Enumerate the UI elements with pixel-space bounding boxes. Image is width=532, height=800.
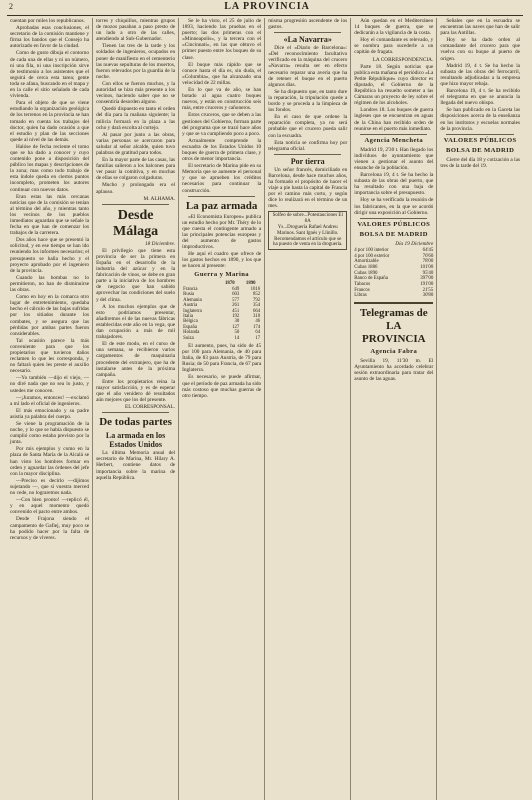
headline-por-tierra: Por tierra [290, 156, 325, 166]
paragraph: Actualmente comprende la escuadra de los Estados Unidos 10 buques de guerra de primera clase, y otros de menor importancia. [182, 137, 262, 163]
paragraph: Al pasar por junto a las obras, varias personas se acercaron para saludar al señor alcalde, quien tuvo palabras de gratitud para todos. [96, 131, 176, 156]
quote-value: 64'45 [422, 247, 434, 253]
table-cell: Alemania [183, 297, 202, 303]
column-5-top-text [354, 18, 433, 56]
subheadline-bolsa-madrid: BOLSA DE MADRID [359, 230, 428, 238]
signature-correspondencia: LA CORRESPONDENCIA. [372, 56, 434, 63]
table-cell: 310 [252, 313, 261, 319]
table-cell: 17 [255, 335, 261, 341]
table-cell: Austria [183, 303, 198, 309]
column-3 [179, 18, 265, 800]
dateline-malaga: 18 Diciembre. [145, 240, 176, 247]
subheadline-bolsa-madrid-2: BOLSA DE MADRID [446, 146, 515, 154]
table-cell: 64 [255, 330, 261, 336]
columns [7, 18, 523, 800]
subheadline-agencia-fabra: Agencia Fabra [370, 348, 418, 356]
column-4 [265, 18, 351, 800]
table-header-cell: 1890 [245, 281, 256, 287]
table-cell: Rusia [183, 292, 195, 298]
paragraph: —Preciso es decirlo —dijimos sujetando —, que si vuestra merced no cede, no lograremos nada. [10, 477, 90, 497]
column-3-mid-text [182, 214, 261, 270]
column-3-bottom-text [182, 343, 261, 399]
paragraph: El más emocionado y su padre asistía ya palabra del cuerpo. [10, 407, 90, 420]
paragraph: —Con bien pronto! —replicó él, y en aquel momento quedó convenido el pacto entre ambos. [10, 497, 90, 516]
quote-label: Francos [354, 287, 370, 293]
paragraph: El aumento, pues, ha sido de 45 por 100 para Alemania, de 40 para Italia, de 83 para Austria, de 79 para Rusia; de 50 para Francia, de 67 para Inglaterra. [182, 342, 262, 374]
advertisement-lines [271, 213, 344, 248]
column-5 [351, 18, 437, 800]
table-cell: 46 [255, 319, 261, 325]
paragraph: Esta noticia se confirma hoy por telegrama oficial. [268, 139, 348, 152]
paragraph: En la mayor parte de las casas, las familias salieron a los balcones para ver pasar la comitiva, y en muchas de ellas se colgaron colgaduras. [96, 157, 176, 182]
table-cell: España [183, 324, 197, 330]
headline-la-navarra: «La Navarra» [283, 35, 332, 45]
quote-row [354, 293, 433, 299]
table-header-cell: 1870 [225, 281, 235, 287]
table-title: Guerra y Marina [194, 271, 250, 279]
table-cell: 792 [252, 297, 261, 303]
column-5-bottom-text [354, 358, 433, 382]
column-4-top-text [268, 18, 347, 30]
paragraph: Halóse de fecha reciente el tomo que se ha dado a conocer y cuyo contenido pone a disposición del público los mapas y descripciones de la zona; mas como todo trabajo de esta índole queda en ciertos puntos incompleto, prometen los autores continuar con nuevos datos. [10, 143, 90, 193]
advertisement-box [268, 211, 347, 250]
paragraph: Hoy el comandante es relevado, y se nombra para sucederle a un capitán de fragata. [354, 37, 434, 56]
paragraph: Mucho y prolongado era el aplauso. [96, 182, 176, 195]
table-cell: 603 [232, 292, 240, 298]
quote-value: 95'40 [422, 270, 434, 276]
paragraph: —¡Juramos, entonces! —exclamó a mí lado el oficial de ingenieros. [10, 394, 90, 407]
paragraph: Tal ocasión parece la más conveniente para que los propietarios que tuvieron daños reclamen lo que les corresponda, y no faltará quien les preste el auxilio necesario. [10, 337, 90, 375]
column-2-mid-text [96, 248, 175, 403]
signature-alhama: M. ALHAMA. [143, 195, 176, 202]
quote-value: 191'00 [420, 282, 434, 288]
column-2-bottom-text [96, 450, 175, 480]
paragraph: Londres 18. Los buques de guerra ingleses que se encuentran en aguas de la China han recibido orden de reunirse en el puerto más inmediato. [354, 107, 434, 132]
table-cell: 451 [232, 308, 240, 314]
divider [446, 134, 514, 135]
military-spending-table [182, 281, 261, 340]
paragraph: —Yo también —dijo el viejo, —no diré nada que no sea lo justo, y ustedes me conocen. [10, 375, 90, 394]
table-cell: 50 [234, 330, 240, 336]
paragraph: Madrid 19, 4 t. Se ha hecho la subasta de las obras del ferrocarril, resultando adjudicadas a la empresa que hizo mayor rebaja. [440, 62, 521, 87]
headline-telegramas: Telegramas de LA PROVINCIA [359, 307, 428, 346]
column-4-mid-text [268, 45, 347, 152]
quote-value: 76'60 [422, 253, 434, 259]
paragraph: Se viene la programación de la noche, y lo que se había dispuesto se cumplió como estaba previsto por la junta. [10, 421, 90, 446]
quote-label: Banco de España [354, 276, 388, 282]
paragraph: Barcelona 19, 4 t. Se ha hecho la subasta de las obras del puerto, que ha resultado con una baja de importancia sobre el presupuesto. [354, 172, 434, 197]
divider [360, 134, 427, 135]
quote-label: Tabacos [354, 282, 371, 288]
newspaper-title: LA PROVINCIA [224, 1, 310, 12]
masthead [7, 0, 523, 16]
quote-value: 21'55 [422, 287, 434, 293]
quote-label: 4 por 100 exterior [354, 253, 390, 259]
paragraph: Es necesario, se puede afirmar, que el período de paz armada ha sido más costoso que muchas guerras de otro tiempo. [182, 374, 262, 399]
paragraph: misma progresión ascendente de los gastos. [268, 18, 348, 31]
column-6-bottom-text [440, 157, 520, 169]
signature-corresponsal: EL CORRESPONSAL. [124, 404, 176, 411]
column-5-mid-text [354, 64, 433, 132]
table-cell: 174 [252, 324, 261, 330]
double-divider [354, 302, 433, 304]
paragraph: Quedó dispuesto en tanto el orden del día para la mañana siguiente; la milicia formará en la plaza a las ocho y dará escolta al cortejo. [96, 106, 176, 131]
paragraph: Barcelona 19, 4 t. Se ha recibido el telegrama en que se anuncia la llegada del nuevo obispo. [440, 88, 521, 107]
paragraph: El privilegio que tiene esta provincia de ser la primera en España en el desarrollo de la industria del azúcar y en la fabricación de vinos, se debe en gran parte a la iniciativa de los hombres de negocio que han sabido aprovechar las condiciones del suelo y del clima. [96, 247, 176, 303]
paragraph: Por mis ejemplos y como en la plaza de Santa María de la Alcalá se han visto los hombres formar en orden y aguardar las órdenes del jefe con la mayor disciplina. [10, 446, 90, 477]
quote-value: 101'00 [420, 264, 434, 270]
quote-value: 397'00 [420, 276, 434, 282]
divider [102, 412, 169, 413]
quote-label: 4 por 100 interior [354, 247, 389, 253]
paragraph: «El Economista Europeo» publica un estudio hecho por Mr. Théry de lo que cuesta el contingente armado a las principales potencias europeas y del aumento de gastos improductivos. [182, 213, 262, 251]
paragraph: Madrid 19, 2'30 t. Han llegado los individuos de ayuntamiento que vienen a gestionar el asunto del ensanche de la población. [354, 146, 434, 171]
paragraph: torres y chiquillos, mientras grupos de mozos pasaban a paso presto de un lado a otro de las calles, atendiendo al Sub-Gobernador. [96, 18, 176, 43]
page-number: 2 [9, 2, 13, 11]
table-cell: 1016 [250, 286, 261, 292]
quote-label: Cubas 1886 [354, 264, 378, 270]
table-cell: 577 [232, 297, 240, 303]
stock-quotes [354, 248, 433, 299]
table-cell: 664 [252, 308, 261, 314]
paragraph: Cierre del día 18 y cotización a las tres de la tarde del 19. [440, 156, 521, 169]
paragraph: Señales que en la escuadra se encuentran las naves que han de salir para las Antillas. [440, 18, 521, 37]
paragraph: Para el objeto de que se viene estudiando la organización geológica de los terrenos en la provincia se han tomado en cuenta los trabajos del doctor, quien ha dado ocasión a que el estudio y plan de las secciones quede al nivel de las demás. [10, 100, 90, 143]
paragraph: Parte 18. Según noticias que publica esta mañana el periódico «La Petite République» cuyo director es diputado, el Gobierno de la República ha resuelto someter a las Cámaras un proyecto de ley sobre el régimen de los alcoholes. [354, 63, 434, 107]
paragraph: Sevilla 19, 11'30 m. El Ayuntamiento ha acordado celebrar sesión extraordinaria para tratar del asunto de las aguas. [354, 358, 434, 383]
table-cell: Inglaterra [183, 308, 202, 314]
table-cell: 852 [252, 292, 261, 298]
paragraph: Entre los propietarios reina la mayor satisfacción, y es de esperar que el año venidero dé resultados aún mejores que los del presente. [96, 378, 176, 404]
paragraph: Hoy se ha dado orden al comandante del crucero para que vuelva con su buque al puerto de origen. [440, 37, 521, 62]
headline-valores-publicos: VALORES PÚBLICOS [357, 220, 431, 228]
divider [102, 204, 169, 205]
column-6-top-text [440, 18, 520, 62]
paragraph: Con ellos se fueron muchos, y la autoridad se hizo más presente a los vecinos, haciendo saber que no se consentiría desorden alguno. [96, 80, 176, 106]
column-4-bottom-text [268, 167, 347, 210]
column-1-text [10, 18, 89, 541]
paragraph: El buque más rápido que se conoce hasta el día es, sin duda, el «Columbia», que ha alcanzado una velocidad de 22 millas. [182, 61, 262, 86]
column-6-mid-text [440, 63, 520, 132]
column-6 [437, 18, 523, 800]
table-cell: Bélgica [183, 319, 198, 325]
paragraph: A los muchos ejemplos que de esto podríamos presentar, añadiremos el de las nuevas fábricas establecidas este año en la vega, que dan ocupación a más de mil trabajadores. [96, 303, 176, 341]
table-row [182, 336, 261, 341]
quote-label: Amortizable [354, 259, 379, 265]
paragraph: Se han publicado en la Gaceta las disposiciones acerca de la enseñanza en los institutos y escuelas normales de la provincia. [440, 107, 521, 132]
headline-agencia-mencheta: Agencia Mencheta [364, 136, 424, 144]
paragraph: La última Memoria anual del secretario de Marina, Mr. Hilary A. Herbert, contiene datos de importancia sobre la marina de aquella República. [96, 450, 176, 481]
paragraph: Se ha dispuesto que, en tanto dure la reparación, la tripulación quede a bordo y se proceda a la limpieza de los fondos. [268, 88, 348, 114]
paragraph: En el caso de que ordene la reparación completa, ya no será probable que el crucero pueda salir con la escuadra. [268, 114, 348, 139]
paragraph: He aquí el cuadro que ofrece de los gastos hechos en 1890, y los que se hacen al presente: [182, 251, 262, 270]
table-cell: Holanda [183, 330, 200, 336]
paragraph: Estos cruceros, que se deben a las gestiones del Gobierno, forman parte del programa que se trazó hace años y que se va cumpliendo poco a poco. [182, 112, 262, 137]
column-5-mid2-text [354, 147, 433, 216]
paragraph: Se le ha visto, el 25 de julio de 1893, haciendo las pruebas en el puerto; las dos primeras con el «Minneapolis», y la tercera con el «Cincinnati», en las que obtuvo el primer puesto entre los buques de su clase. [182, 18, 262, 61]
column-3-top-text [182, 18, 261, 194]
table-cell: 30 [234, 319, 240, 325]
headline-de-todas-partes: De todas partes [99, 416, 172, 429]
paragraph: Tienen las tres de la tarde y los soldados de ingenieros, ocupados en poner de manifiesto en el cementerio las nuevas sepulturas de los muertos, fueron relevados por la guardia de la noche. [96, 43, 176, 80]
divider [274, 32, 341, 33]
table-cell: 354 [252, 303, 261, 309]
paragraph: Como de gusto dibuja el contorno de cada una de ellas y ni un número, ni una fila, ni una inscripción sirve de testimonio a los asistentes que el seguirá de cerca esta tarea; gente toda se afana, buscando en el mapa y en la calle el sitio señalado de cada vivienda. [10, 50, 90, 100]
subheadline-armada: La armada en los Estados Unidos [105, 431, 166, 450]
quote-value: 78'00 [422, 259, 434, 265]
table-cell: 649 [232, 286, 240, 292]
paragraph: Dos años hace que se presentó la solicitud, y en ese tiempo se han ido reuniendo los informes necesarios; el presupuesto se halla hecho y el proyecto aprobado por el ingeniero de la provincia. [10, 237, 90, 274]
advertisement-line: Solfeo de sobre...Potestauciones El 8A [272, 213, 343, 225]
headline-la-paz-armada: La paz armada [185, 199, 258, 212]
advertisement-line: Recomendamos el artículo que se ha puesto de venta en la droguería. [272, 236, 343, 248]
paragraph: Eran estas las más cercanas noticias que de la comisión se tenían al término del año, y mientras tanto los vecinos de los pueblos inmediatos aguardan que se señale la fecha en que han de comenzar los trabajos de la carretera. [10, 193, 90, 237]
divider [360, 218, 427, 219]
dateline-bolsa: Día 19 Diciembre [395, 240, 434, 247]
table-cell: 127 [232, 324, 240, 330]
table-cell: Francia [183, 286, 198, 292]
paragraph: Cuando las bombas no lo permitieron, no han de disminuirse las obras. [10, 274, 90, 294]
paragraph: Dice el «Diario de Barcelona»: «Del reconocimiento facultativo verificado en la máquina del crucero «Navarra» resulta ser en efecto necesario reparar una avería que ha de retener el buque en el puerto algunos días. [268, 45, 348, 88]
paragraph: El secretario de Marina pide en su Memoria que se aumente el personal y que se aprueben los créditos necesarios para continuar la construcción. [182, 163, 262, 194]
paragraph: Un señor francés, domiciliado en Barcelona, desde hace muchos años, ha formado el propósito de hacer el viaje a pie hasta la capital de Francia por el camino más corto, y según dice lo realizará en el término de un mes. [268, 166, 348, 210]
table-cell: 192 [232, 313, 240, 319]
paragraph: Como en hoy en la comarca otro lugar de entretenimiento, quedaba hecho el cálculo de las bajas sufridas por los sitiados durante los combates, y se asegura que las pérdidas por ambas partes fueron considerables. [10, 294, 90, 337]
divider [188, 196, 255, 197]
paragraph: En lo que va de año, se han botado al agua cuatro buques nuevos, y están en construcción seis más, entre cruceros y cañoneros. [182, 87, 262, 112]
quote-label: Cubas 1890 [354, 270, 378, 276]
headline-valores-publicos-2: VALORES PÚBLICOS [443, 136, 517, 144]
column-1 [7, 18, 93, 800]
column-2 [93, 18, 179, 800]
advertisement-line: Ys...Droguería Rafael Andreu Marinos. Sant Ignés y Llinillo. [277, 225, 339, 236]
headline-desde-malaga: Desde Málaga [113, 207, 159, 239]
table-cell: Suiza [183, 335, 194, 341]
paragraph: El de este modo, en el curso de una semana, se recibieron varios cargamentos de maquinaria procedente del extranjero, que ha de instalarse antes de la próxima campaña. [96, 341, 176, 378]
divider [274, 154, 341, 155]
table-cell: 261 [232, 303, 240, 309]
column-2-top-text [96, 18, 175, 195]
quote-label: Libras [354, 293, 367, 299]
paragraph: Hoy se ha verificado la reunión de los fabricantes, en la que se acordó dirigir una exposición al Gobierno. [354, 197, 434, 216]
paragraph: Aún quedan en el Mediterráneo 14 buques de guerra, que se dedicarán a la vigilancia de la costa. [354, 18, 434, 37]
table-cell: Italia [183, 313, 193, 319]
table-cell: 14 [234, 335, 240, 341]
paragraph: Aprobadas esas conclusiones, el secretario de la comisión mantiene y firma los bandos que el Consejo ha autorizado en favor de la ciudad. [10, 25, 90, 50]
quote-value: 30'80 [422, 293, 434, 299]
paragraph: cuentan por miles los republicanos. [10, 18, 85, 24]
paragraph: Desde Frajona siendo el campamento de Gafiej, muy poco se ha podido hacer por la falta de recursos y de víveres. [10, 516, 90, 541]
